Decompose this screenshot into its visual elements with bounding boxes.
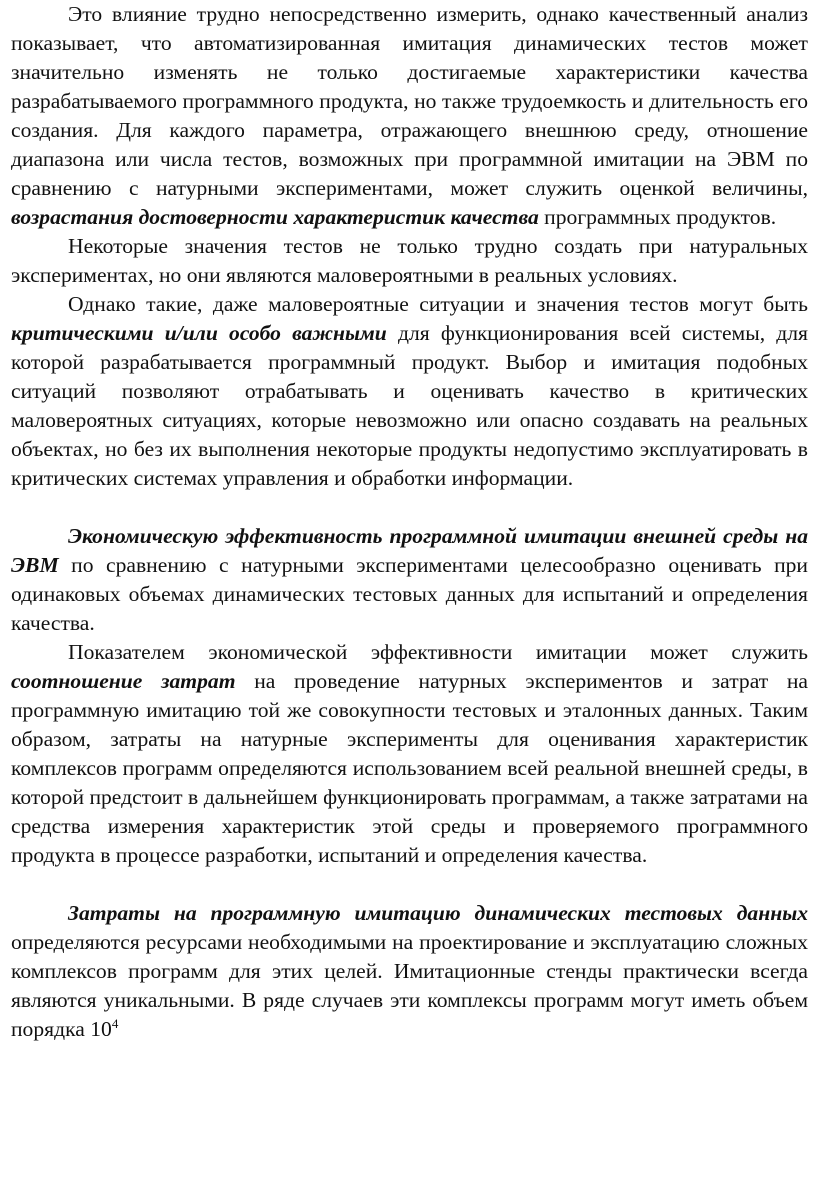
- paragraph-efficiency-indicator: [11, 638, 808, 870]
- paragraph-economic-efficiency: [11, 522, 808, 638]
- exponent-superscript: 4: [111, 1015, 119, 1031]
- paragraph-text: Это влияние трудно непосредственно измерить, однако качественный анализ показывает, что автоматизированная имитация динамических тестов может значительно изменять не только достигаемые характеристики качества разрабатываемого программного продукта, но также трудоемкость и длительность его создания. Для каждого параметра, отражающего внешнюю среду, отношение диапазона или числа тестов, возможных при программной имитации на ЭВМ по сравнению с натурными экспериментами, может служить оценкой величины,: [11, 2, 808, 200]
- paragraph-text: на проведение натурных экспериментов и затрат на программную имитацию той же совокупности тестовых и эталонных данных. Таким образом, затраты на натурные эксперименты для оценивания характеристик комплексов программ определяются использованием всей реальной внешней среды, в которой предстоит в дальнейшем функционировать программам, а также затратами на средства измерения характеристик этой среды и проверяемого программного продукта в процессе разработки, испытаний и определения качества.: [11, 669, 808, 867]
- emphasis-text: Затраты на программную имитацию динамических тестовых данных: [68, 901, 808, 925]
- paragraph-text: Некоторые значения тестов не только трудно создать при натуральных экспериментах, но они являются маловероятными в реальных условиях.: [11, 234, 808, 287]
- paragraph-text: программных продуктов.: [538, 205, 777, 229]
- paragraph-text: по сравнению с натурными экспериментами целесообразно оценивать при одинаковых объемах динамических тестовых данных для испытаний и определения качества.: [11, 553, 808, 635]
- paragraph-spacer: [11, 493, 808, 522]
- paragraph-critical-situations: [11, 290, 808, 493]
- emphasis-text: Экономическую эффективность программной имитации внешней среды на ЭВМ: [11, 524, 808, 577]
- paragraph-text: для функционирования всей системы, для которой разрабатывается программный продукт. Выбор и имитация подобных ситуаций позволяют отрабатывать и оценивать качество в критических маловероятных ситуациях, которые невозможно или опасно создавать на реальных объектах, но без их выполнения некоторые продукты недопустимо эксплуатировать в критических системах управления и обработки информации.: [11, 321, 808, 490]
- paragraph-text: определяются ресурсами необходимыми на проектирование и эксплуатацию сложных комплексов программ для этих целей. Имитационные стенды практически всегда являются уникальными. В ряде случаев эти комплексы программ могут иметь объем порядка 10: [11, 930, 808, 1041]
- paragraph-impact-measurement: [11, 0, 808, 232]
- paragraph-text: Однако такие, даже маловероятные ситуации и значения тестов могут быть: [68, 292, 808, 316]
- paragraph-text: Показателем экономической эффективности имитации может служить: [68, 640, 808, 664]
- emphasis-text: соотношение затрат: [11, 669, 236, 693]
- paragraph-spacer: [11, 870, 808, 899]
- emphasis-text: критическими и/или особо важными: [11, 321, 387, 345]
- paragraph-imitation-costs: [11, 899, 808, 1044]
- emphasis-text: возрастания достоверности характеристик качества: [11, 205, 539, 229]
- paragraph-test-values: [11, 232, 808, 290]
